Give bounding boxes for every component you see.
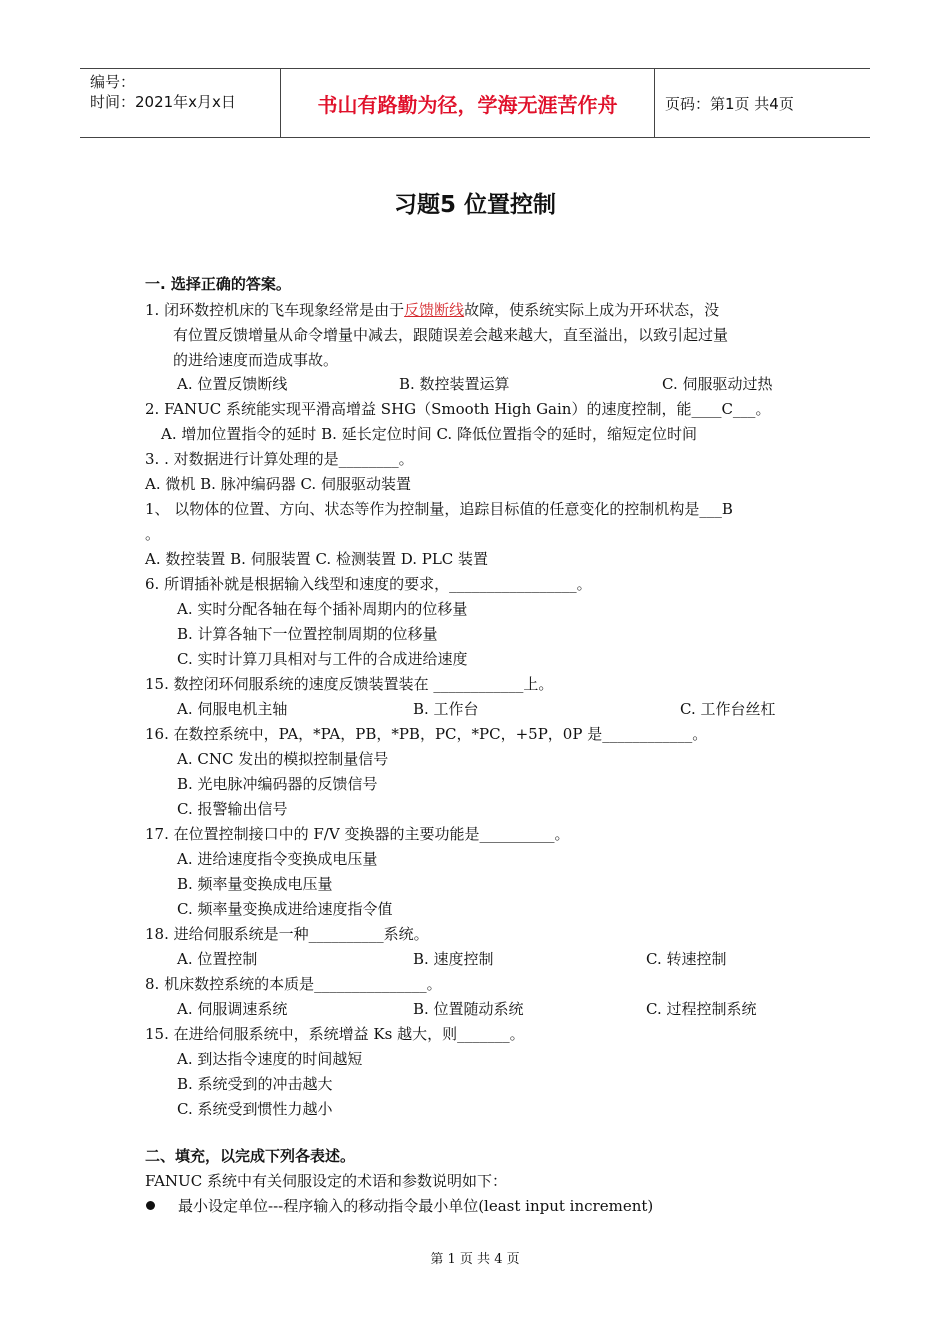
q1-link[interactable]: 反馈断线	[404, 301, 465, 319]
q4-text-a: 1、 以物体的位置、方向、状态等作为控制量，追踪目标值的任意变化的控制机构是	[145, 500, 700, 518]
number-label: 编号：	[90, 73, 136, 91]
q16-option-b: B. 光电脉冲编码器的反馈信号	[177, 775, 378, 793]
q6-option-a: A. 实时分配各轴在每个插补周期内的位移量	[177, 600, 468, 618]
q2-options: A. 增加位置指令的延时 B. 延长定位时间 C. 降低位置指令的延时，缩短定位时间	[161, 425, 697, 443]
q17-option-c: C. 频率量变换成进给速度指令值	[177, 900, 393, 918]
page-title: 习题5 位置控制	[393, 192, 556, 218]
q1-line1	[145, 300, 719, 320]
q15b-line: 15. 在进给伺服系统中，系统增益 Ks 越大，则_______。	[145, 1025, 525, 1043]
q1-option-c: C. 伺服驱动过热	[662, 375, 773, 393]
q6-option-b: B. 计算各轴下一位置控制周期的位移量	[177, 625, 438, 643]
q1-option-b: B. 数控装置运算	[399, 375, 510, 393]
q3-options: A. 微机 B. 脉冲编码器 C. 伺服驱动装置	[145, 475, 411, 493]
bullet-dot-icon	[146, 1201, 155, 1210]
q4-line	[145, 499, 733, 519]
page-footer: 第 1 页 共 4 页	[430, 1252, 520, 1267]
q1-text-b: 故障，使系统实际上成为开环状态，没	[464, 301, 720, 319]
section1-heading: 一. 选择正确的答案。	[145, 275, 291, 293]
q18-option-c: C. 转速控制	[646, 950, 727, 968]
q4-options: A. 数控装置 B. 伺服装置 C. 检测装置 D. PLC 装置	[145, 550, 489, 568]
q15b-option-c: C. 系统受到惯性力越小	[177, 1100, 333, 1118]
q8-option-a: A. 伺服调速系统	[177, 1000, 288, 1018]
header-motto: 书山有路勤为径，学海无涯苦作舟	[281, 69, 655, 137]
q6-option-c: C. 实时计算刀具相对与工件的合成进给速度	[177, 650, 468, 668]
q15a-line: 15. 数控闭环伺服系统的速度反馈装置装在 ____________上。	[145, 675, 554, 693]
q8-option-c: C. 过程控制系统	[646, 1000, 757, 1018]
q15a-option-a: A. 伺服电机主轴	[177, 700, 288, 718]
q3-line: 3. . 对数据进行计算处理的是________。	[145, 450, 414, 468]
q2-text-a: 2. FANUC 系统能实现平滑高增益 SHG（Smooth High Gain）的速度控制，能	[145, 400, 692, 418]
q17-option-a: A. 进给速度指令变换成电压量	[177, 850, 378, 868]
q18-line: 18. 进给伺服系统是一种__________系统。	[145, 925, 429, 943]
q16-option-c: C. 报警输出信号	[177, 800, 288, 818]
header-page-info: 页码：第1页 共4页	[665, 94, 794, 113]
q18-option-a: A. 位置控制	[177, 950, 258, 968]
q8-line: 8. 机床数控系统的本质是_______________。	[145, 975, 442, 993]
q1-text-a: 1. 闭环数控机床的飞车现象经常是由于	[145, 301, 405, 319]
q15a-option-c: C. 工作台丝杠	[680, 700, 776, 718]
q15a-option-b: B. 工作台	[413, 700, 479, 718]
time-label: 时间：2021年x月x日	[90, 93, 236, 111]
q15b-option-a: A. 到达指令速度的时间越短	[177, 1050, 363, 1068]
q2-line	[145, 399, 770, 419]
q2-answer: ____C___	[691, 400, 756, 418]
q2-text-b: 。	[755, 400, 771, 418]
section2-bullet1: 最小设定单位---程序输入的移动指令最小单位(least input increment)	[178, 1197, 654, 1215]
section2-intro: FANUC 系统中有关伺服设定的术语和参数说明如下：	[145, 1172, 507, 1190]
header-left-cell	[80, 69, 281, 137]
q16-option-a: A. CNC 发出的模拟控制量信号	[177, 750, 389, 768]
q1-option-a: A. 位置反馈断线	[177, 375, 288, 393]
q18-option-b: B. 速度控制	[413, 950, 494, 968]
q4-end-mark: 。	[145, 525, 161, 543]
document-header	[80, 68, 870, 138]
q1-line3: 的进给速度而造成事故。	[173, 351, 339, 369]
q16-line: 16. 在数控系统中，PA，*PA，PB，*PB，PC，*PC，+5P，0P 是____________。	[145, 725, 708, 743]
q4-answer: ___B	[699, 500, 733, 518]
q8-option-b: B. 位置随动系统	[413, 1000, 524, 1018]
q1-line2: 有位置反馈增量从命令增量中减去，跟随误差会越来越大，直至溢出，以致引起过量	[173, 326, 729, 344]
q17-option-b: B. 频率量变换成电压量	[177, 875, 333, 893]
section2-heading: 二、填充，以完成下列各表述。	[145, 1147, 356, 1165]
q15b-option-b: B. 系统受到的冲击越大	[177, 1075, 333, 1093]
q6-line: 6. 所谓插补就是根据输入线型和速度的要求，_________________。	[145, 575, 592, 593]
q17-line: 17. 在位置控制接口中的 F/V 变换器的主要功能是__________。	[145, 825, 570, 843]
